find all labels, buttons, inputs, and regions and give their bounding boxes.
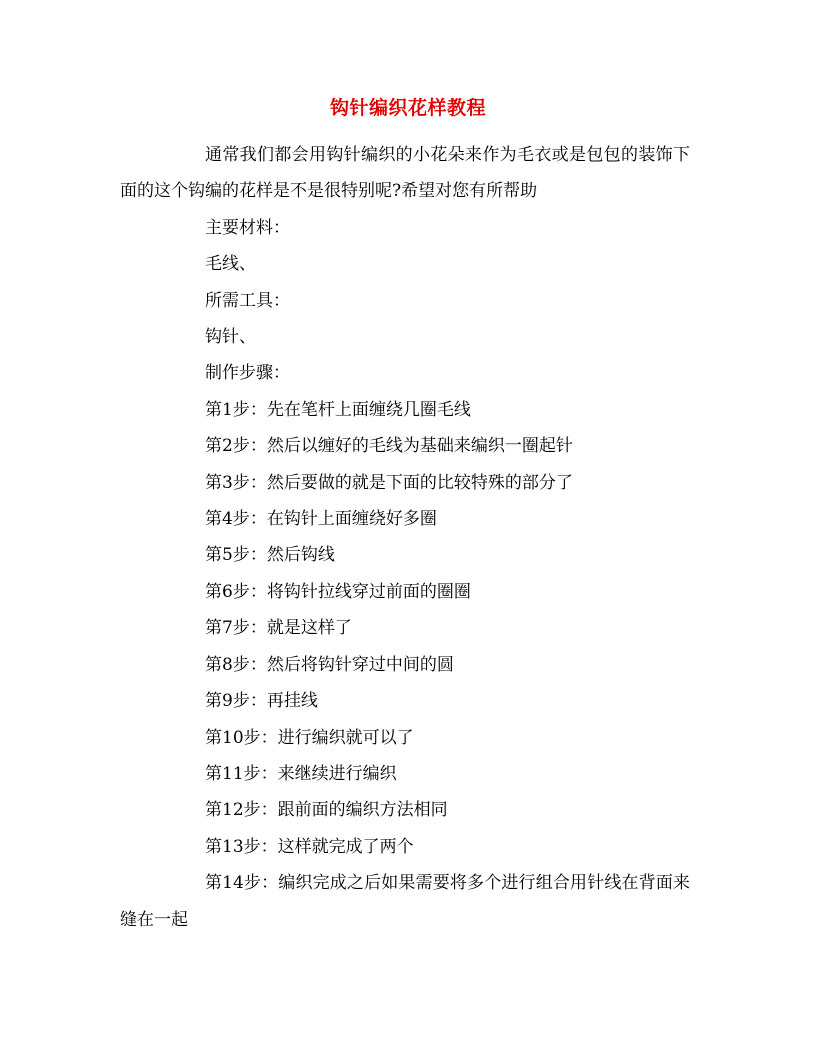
- step-12: 第12步：跟前面的编织方法相同: [205, 800, 448, 821]
- materials-heading: 主要材料：: [205, 217, 290, 238]
- step-6: 第6步：将钩针拉线穿过前面的圈圈: [205, 581, 471, 602]
- step-11: 第11步：来继续进行编织: [205, 763, 397, 784]
- step-8: 第8步：然后将钩针穿过中间的圆: [205, 654, 454, 675]
- intro-paragraph: 通常我们都会用钩针编织的小花朵来作为毛衣或是包包的装饰下面的这个钩编的花样是不是很特别呢?希望对您有所帮助: [120, 145, 690, 202]
- step-7: 第7步：就是这样了: [205, 618, 352, 639]
- tools-item: 钩针、: [205, 327, 256, 348]
- document-title: 钩针编织花样教程: [329, 97, 486, 119]
- tools-heading: 所需工具：: [205, 290, 290, 311]
- step-1: 第1步：先在笔杆上面缠绕几圈毛线: [205, 399, 471, 420]
- step-14: 第14步：编织完成之后如果需要将多个进行组合用针线在背面来缝在一起: [120, 873, 690, 930]
- step-3: 第3步：然后要做的就是下面的比较特殊的部分了: [205, 472, 573, 493]
- step-2: 第2步：然后以缠好的毛线为基础来编织一圈起针: [205, 436, 573, 457]
- step-5: 第5步：然后钩线: [205, 545, 335, 566]
- step-10: 第10步：进行编织就可以了: [205, 727, 414, 748]
- materials-item: 毛线、: [205, 254, 256, 275]
- step-9: 第9步：再挂线: [205, 691, 318, 712]
- step-4: 第4步：在钩针上面缠绕好多圈: [205, 509, 437, 530]
- steps-heading: 制作步骤：: [205, 363, 290, 384]
- document-body: [120, 137, 690, 938]
- step-13: 第13步：这样就完成了两个: [205, 836, 414, 857]
